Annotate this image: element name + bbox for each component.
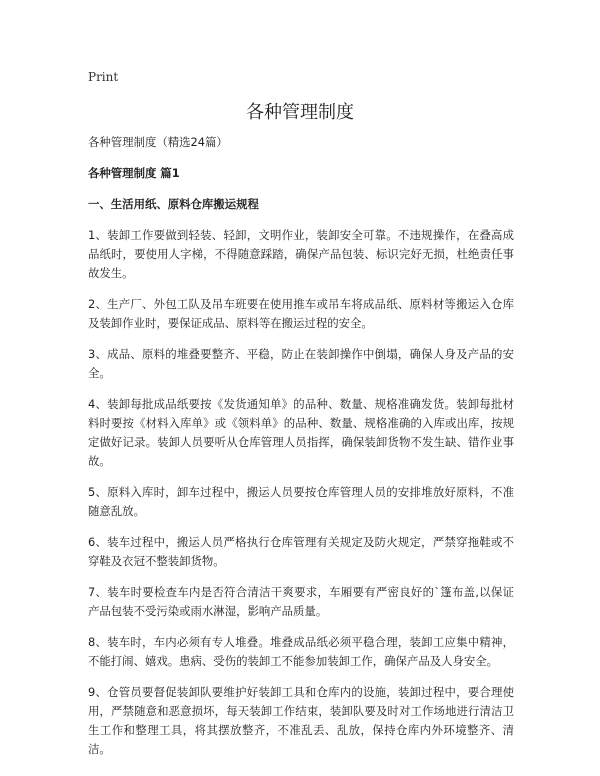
paragraph-1: 1、装卸工作要做到轻装、轻卸，文明作业，装卸安全可靠。不违规操作，在叠高成品纸时，要使用人字梯，不得随意踩踏，确保产品包装、标识完好无损，杜绝责任事故发生。 bbox=[88, 228, 514, 280]
paragraph-8: 8、装车时，车内必须有专人堆叠。堆叠成品纸必须平稳合理，装卸工应集中精神，不能打闹、嬉戏。患病、受伤的装卸工不能参加装卸工作，确保产品及人身安全。 bbox=[88, 635, 514, 668]
paragraph-6: 6、装车过程中，搬运人员严格执行仓库管理有关规定及防火规定，严禁穿拖鞋或不穿鞋及衣冠不整装卸货物。 bbox=[88, 535, 514, 568]
paragraph-4: 4、装卸每批成品纸要按《发货通知单》的品种、数量、规格准确发货。装卸每批材料时要按《材料入库单》或《领料单》的品种、数量、规格准确的入库或出库，按规定做好记录。装卸人员要听从仓库管理人员指挥，确保装卸货物不发生缺、错作业事故。 bbox=[88, 397, 514, 468]
paragraph-7: 7、装车时要检查车内是否符合清洁干爽要求，车厢要有严密良好的`篷布盖,以保证产品包装不受污染或雨水淋湿，影响产品质量。 bbox=[88, 585, 514, 618]
document-subtitle: 各种管理制度（精选24篇） bbox=[88, 135, 228, 149]
section-heading: 一、生活用纸、原料仓库搬运规程 bbox=[88, 197, 259, 211]
paragraph-5: 5、原料入库时，卸车过程中，搬运人员要按仓库管理人员的安排堆放好原料，不准随意乱放。 bbox=[88, 485, 514, 518]
print-link[interactable]: Print bbox=[88, 70, 119, 84]
section-title: 各种管理制度 篇1 bbox=[88, 166, 180, 180]
paragraph-3: 3、成品、原料的堆叠要整齐、平稳，防止在装卸操作中倒塌，确保人身及产品的安全。 bbox=[88, 347, 514, 380]
paragraph-2: 2、生产厂、外包工队及吊车班要在使用推车或吊车将成品纸、原料材等搬运入仓库及装卸作业时，要保证成品、原料等在搬运过程的安全。 bbox=[88, 297, 514, 330]
page-title: 各种管理制度 bbox=[246, 102, 354, 123]
document-body bbox=[88, 133, 514, 771]
paragraph-9: 9、仓管员要督促装卸队要维护好装卸工具和仓库内的设施，装卸过程中，要合理使用，严禁随意和恶意损坏，每天装卸工作结束，装卸队要及时对工作场地进行清洁卫生工作和整理工具，将其摆放整齐，不准乱丢、乱放，保持仓库内外环境整齐、清洁。 bbox=[88, 685, 514, 756]
